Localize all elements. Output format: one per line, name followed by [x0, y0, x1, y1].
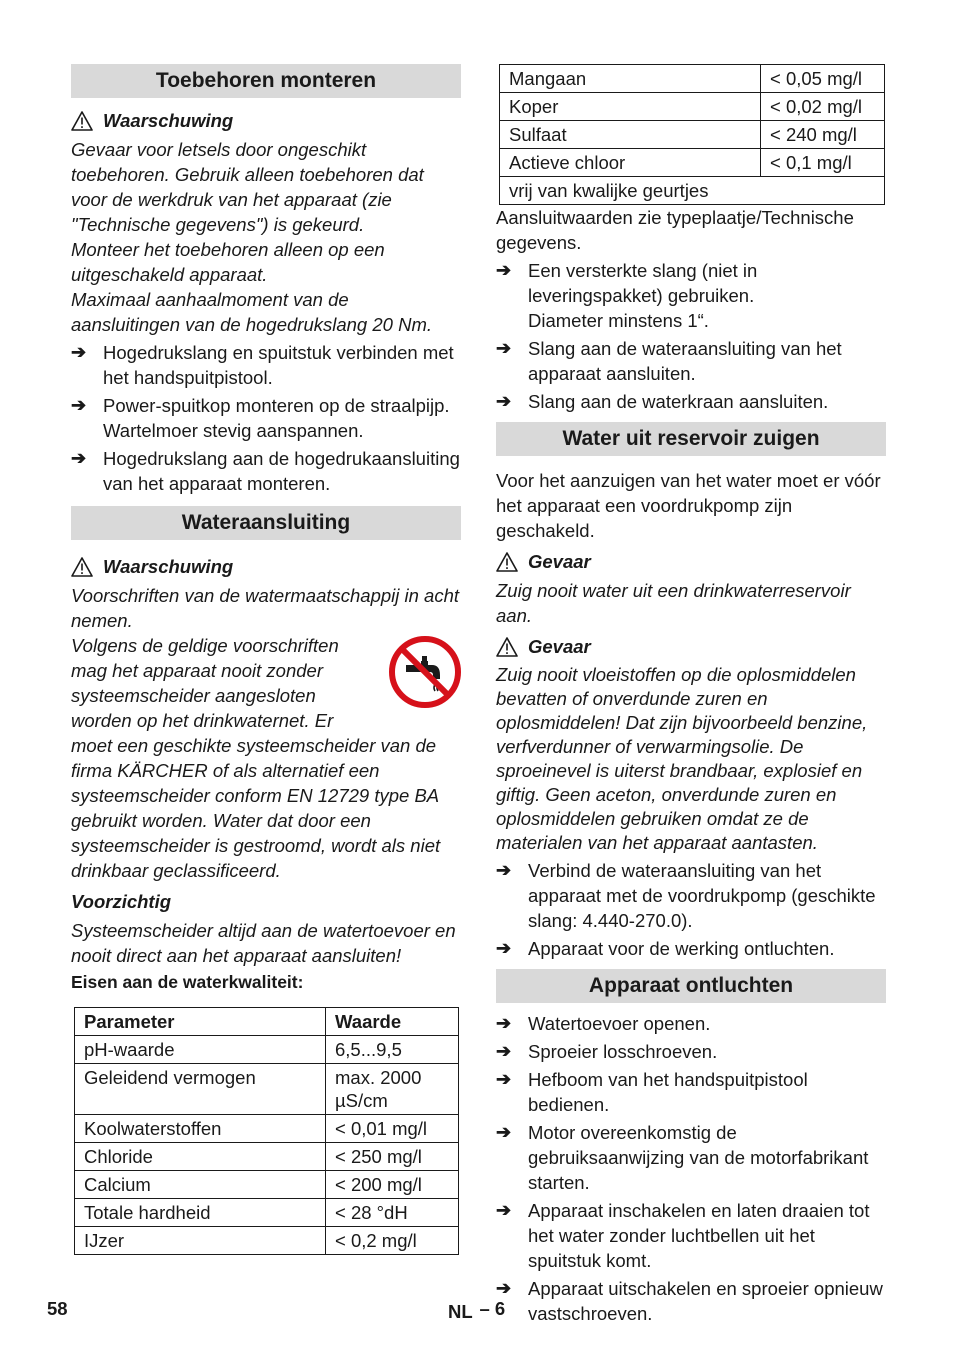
- right-column: [496, 64, 886, 1326]
- requirements-label: Eisen aan de waterkwaliteit:: [71, 972, 304, 992]
- arrow-icon: ➔: [496, 1122, 512, 1142]
- table-cell: Koper: [500, 93, 761, 121]
- warning-triangle-icon: [496, 552, 518, 572]
- accessories-steps: [71, 340, 461, 496]
- list-item: ➔ Slang aan de waterkraan aansluiten.: [496, 391, 829, 412]
- table-cell: < 0,2 mg/l: [326, 1227, 459, 1255]
- list-item: ➔ Watertoevoer openen.: [496, 1013, 711, 1034]
- arrow-icon: ➔: [496, 1278, 512, 1298]
- table-cell: Calcium: [75, 1171, 326, 1199]
- table-header-cell: Waarde: [326, 1008, 459, 1036]
- paragraph-system-separator: Volgens de geldige voorschriften mag het apparaat nooit zonder systeemscheider aangesloten worden op het drinkwaternet. Er moet een geschikte systeemscheider van de firma KÄRCHER of als alternatief een systeemscheider conform EN 12729 type BA gebruikt worden. Water dat door een systeemscheider is gestroomd, wordt als niet drinkbaar geclassificeerd.: [71, 633, 461, 883]
- table-cell: vrij van kwalijke geurtjes: [500, 177, 885, 205]
- table-cell: Mangaan: [500, 65, 761, 93]
- list-item: ➔ Hefboom van het handspuitpistool bedienen.: [496, 1069, 808, 1115]
- list-item: ➔ Power-spuitkop monteren op de straalpijp. Wartelmoer stevig aanspannen.: [71, 395, 450, 441]
- table-row: [75, 1227, 459, 1255]
- caution-text: Systeemscheider altijd aan de watertoevoer en nooit direct aan het apparaat aansluiten!: [71, 920, 456, 966]
- section-heading-vent: Apparaat ontluchten: [496, 969, 886, 1003]
- paragraph-regulations: Voorschriften van de watermaatschappij in acht nemen.: [71, 585, 460, 631]
- reservoir-steps: [496, 858, 886, 961]
- table-cell: Totale hardheid: [75, 1199, 326, 1227]
- table-cell: Geleidend vermogen: [75, 1064, 326, 1115]
- table-cell: < 0,01 mg/l: [326, 1115, 459, 1143]
- danger-label: Gevaar: [496, 634, 886, 659]
- list-item: ➔ Apparaat uitschakelen en sproeier opnieuw vastschroeven.: [496, 1278, 883, 1324]
- table-header-cell: Parameter: [75, 1008, 326, 1036]
- list-item: ➔ Apparaat voor de werking ontluchten.: [496, 938, 835, 959]
- paragraph-pre-pressure-pump: Voor het aanzuigen van het water moet er vóór het apparaat een voordrukpomp zijn geschakeld.: [496, 470, 881, 541]
- table-cell: < 0,1 mg/l: [761, 149, 885, 177]
- danger-text: Zuig nooit vloeistoffen op die oplosmiddelen bevatten of onverdunde zuren en oplosmiddelen! Dat zijn bijvoorbeeld benzine, verfverdunner of verwarmingsolie. De sproeinevel is uiterst brandbaar, explosief en giftig. Geen aceton, onverdunde zuren en oplosmiddelen gebruiken omdat ze de materialen van het apparaat aantasten.: [496, 664, 868, 853]
- arrow-icon: ➔: [71, 342, 87, 362]
- table-cell: IJzer: [75, 1227, 326, 1255]
- table-cell: < 0,05 mg/l: [761, 65, 885, 93]
- table-cell: < 250 mg/l: [326, 1143, 459, 1171]
- table-cell: Sulfaat: [500, 121, 761, 149]
- table-cell: < 28 °dH: [326, 1199, 459, 1227]
- table-row: [75, 1115, 459, 1143]
- list-item: ➔ Een versterkte slang (niet in leveringspakket) gebruiken. Diameter minstens 1“.: [496, 260, 758, 331]
- table-row: [500, 65, 885, 93]
- danger-label: Gevaar: [496, 549, 886, 574]
- warning-triangle-icon: [71, 111, 93, 131]
- table-cell: Actieve chloor: [500, 149, 761, 177]
- table-cell: 6,5...9,5: [326, 1036, 459, 1064]
- arrow-icon: ➔: [496, 338, 512, 358]
- page-number: 58: [47, 1298, 68, 1319]
- language-page-label: NL – 6: [448, 1298, 506, 1322]
- arrow-icon: ➔: [496, 860, 512, 880]
- table-row: [500, 149, 885, 177]
- table-cell: < 0,02 mg/l: [761, 93, 885, 121]
- water-quality-table: [74, 1007, 459, 1255]
- danger-text: Zuig nooit water uit een drinkwaterreservoir aan.: [496, 580, 851, 626]
- table-cell: < 240 mg/l: [761, 121, 885, 149]
- caution-label: Voorzichtig: [71, 891, 172, 912]
- warning-triangle-icon: [71, 557, 93, 577]
- arrow-icon: ➔: [496, 1013, 512, 1033]
- table-row: [75, 1064, 459, 1115]
- section-heading-reservoir: Water uit reservoir zuigen: [496, 422, 886, 456]
- warning-text: Gevaar voor letsels door ongeschikt toebehoren. Gebruik alleen toebehoren dat voor de werkdruk van het apparaat (zie "Technische gegevens") is gekeurd.: [71, 139, 424, 235]
- paragraph-torque: Maximaal aanhaalmoment van de aansluitingen van de hogedrukslang 20 Nm.: [71, 289, 432, 335]
- arrow-icon: ➔: [71, 395, 87, 415]
- table-row: [75, 1199, 459, 1227]
- table-row: [75, 1143, 459, 1171]
- warning-label: Waarschuwing: [71, 554, 461, 579]
- arrow-icon: ➔: [496, 260, 512, 280]
- table-cell: max. 2000 µS/cm: [326, 1064, 459, 1115]
- section-heading-accessories: Toebehoren monteren: [71, 64, 461, 98]
- list-item: ➔ Hogedrukslang en spuitstuk verbinden met het handspuitpistool.: [71, 342, 454, 388]
- table-row: [75, 1036, 459, 1064]
- arrow-icon: ➔: [496, 938, 512, 958]
- water-quality-table-continued: [499, 64, 885, 205]
- diameter-note: Diameter minstens 1“.: [528, 310, 709, 331]
- list-item: ➔ Verbind de wateraansluiting van het apparaat met de voordrukpomp (geschikte slang: 4.440-270.0).: [496, 860, 876, 931]
- table-cell: Koolwaterstoffen: [75, 1115, 326, 1143]
- table-row: [500, 177, 885, 205]
- paragraph-uitgeschakeld: Monteer het toebehoren alleen op een uitgeschakeld apparaat.: [71, 239, 385, 285]
- table-row: [500, 121, 885, 149]
- warning-label: Waarschuwing: [71, 108, 461, 133]
- vent-steps: [496, 1011, 886, 1326]
- table-row: [75, 1171, 459, 1199]
- hose-steps: [496, 258, 886, 414]
- list-item: ➔ Sproeier losschroeven.: [496, 1041, 718, 1062]
- list-item: ➔ Slang aan de wateraansluiting van het apparaat aansluiten.: [496, 338, 842, 384]
- arrow-icon: ➔: [496, 1200, 512, 1220]
- table-cell: pH-waarde: [75, 1036, 326, 1064]
- arrow-icon: ➔: [496, 1069, 512, 1089]
- table-row: [500, 93, 885, 121]
- list-item: ➔ Apparaat inschakelen en laten draaien tot het water zonder luchtbellen uit het spuitstuk komt.: [496, 1200, 870, 1271]
- left-column: [71, 64, 461, 1255]
- table-cell: < 200 mg/l: [326, 1171, 459, 1199]
- arrow-icon: ➔: [496, 391, 512, 411]
- no-drinking-water-sign-icon: [388, 635, 462, 709]
- arrow-icon: ➔: [71, 448, 87, 468]
- paragraph-connection-values: Aansluitwaarden zie typeplaatje/Technische gegevens.: [496, 207, 854, 253]
- warning-triangle-icon: [496, 637, 518, 657]
- section-heading-water: Wateraansluiting: [71, 506, 461, 540]
- table-cell: Chloride: [75, 1143, 326, 1171]
- table-header-row: [75, 1008, 459, 1036]
- list-item: ➔ Motor overeenkomstig de gebruiksaanwijzing van de motorfabrikant starten.: [496, 1122, 869, 1193]
- list-item: ➔ Hogedrukslang aan de hogedrukaansluiting van het apparaat monteren.: [71, 448, 460, 494]
- arrow-icon: ➔: [496, 1041, 512, 1061]
